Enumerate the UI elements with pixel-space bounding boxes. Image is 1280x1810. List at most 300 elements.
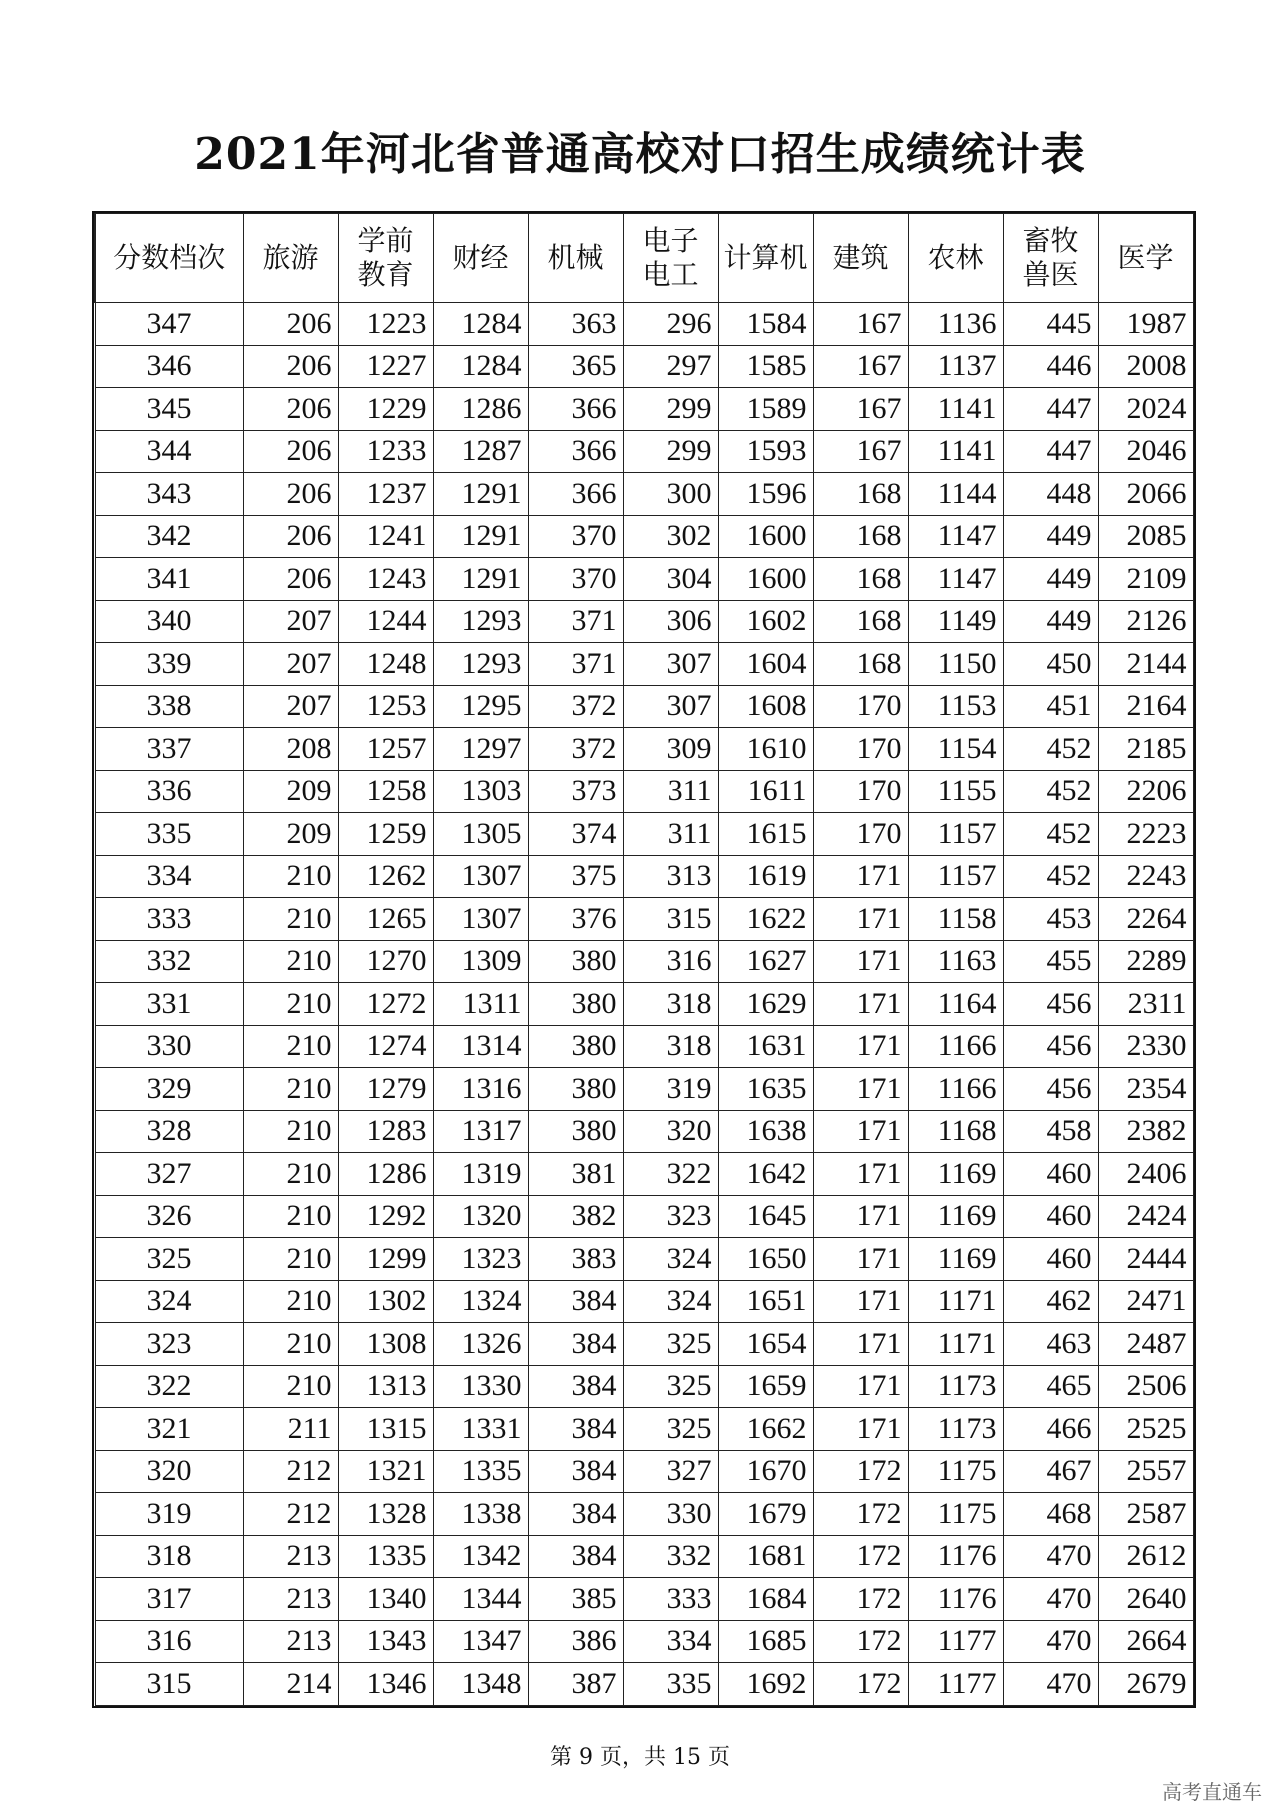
count-cell: 452: [1003, 813, 1098, 856]
count-cell: 446: [1003, 345, 1098, 388]
count-cell: 2046: [1098, 430, 1193, 473]
count-cell: 1659: [718, 1365, 813, 1408]
count-cell: 206: [243, 473, 338, 516]
score-cell: 330: [95, 1025, 243, 1068]
count-cell: 1136: [908, 303, 1003, 346]
count-cell: 171: [813, 1110, 908, 1153]
count-cell: 1685: [718, 1620, 813, 1663]
count-cell: 1257: [338, 728, 433, 771]
count-cell: 2506: [1098, 1365, 1193, 1408]
count-cell: 2612: [1098, 1535, 1193, 1578]
count-cell: 172: [813, 1493, 908, 1536]
count-cell: 456: [1003, 1025, 1098, 1068]
count-cell: 2264: [1098, 898, 1193, 941]
count-cell: 306: [623, 600, 718, 643]
count-cell: 210: [243, 940, 338, 983]
count-cell: 1305: [433, 813, 528, 856]
count-cell: 1313: [338, 1365, 433, 1408]
score-cell: 325: [95, 1238, 243, 1281]
count-cell: 1611: [718, 770, 813, 813]
count-cell: 384: [528, 1408, 623, 1451]
column-header: [908, 214, 1003, 303]
count-cell: 172: [813, 1450, 908, 1493]
count-cell: 384: [528, 1493, 623, 1536]
count-cell: 1314: [433, 1025, 528, 1068]
score-cell: 333: [95, 898, 243, 941]
score-cell: 334: [95, 855, 243, 898]
count-cell: 366: [528, 388, 623, 431]
count-cell: 206: [243, 430, 338, 473]
count-cell: 2206: [1098, 770, 1193, 813]
score-cell: 324: [95, 1280, 243, 1323]
count-cell: 2144: [1098, 643, 1193, 686]
table-row: [95, 1450, 1193, 1493]
count-cell: 1324: [433, 1280, 528, 1323]
count-cell: 374: [528, 813, 623, 856]
count-cell: 455: [1003, 940, 1098, 983]
count-cell: 1149: [908, 600, 1003, 643]
count-cell: 2066: [1098, 473, 1193, 516]
table-row: [95, 1025, 1193, 1068]
count-cell: 299: [623, 388, 718, 431]
count-cell: 1173: [908, 1365, 1003, 1408]
count-cell: 323: [623, 1195, 718, 1238]
count-cell: 1596: [718, 473, 813, 516]
score-cell: 316: [95, 1620, 243, 1663]
count-cell: 1153: [908, 685, 1003, 728]
count-cell: 387: [528, 1663, 623, 1706]
count-cell: 325: [623, 1365, 718, 1408]
count-cell: 449: [1003, 558, 1098, 601]
count-cell: 320: [623, 1110, 718, 1153]
score-cell: 332: [95, 940, 243, 983]
count-cell: 1144: [908, 473, 1003, 516]
count-cell: 460: [1003, 1153, 1098, 1196]
count-cell: 1259: [338, 813, 433, 856]
count-cell: 1593: [718, 430, 813, 473]
count-cell: 210: [243, 1238, 338, 1281]
count-cell: 296: [623, 303, 718, 346]
count-cell: 1344: [433, 1578, 528, 1621]
count-cell: 170: [813, 770, 908, 813]
count-cell: 1335: [338, 1535, 433, 1578]
table-row: [95, 1493, 1193, 1536]
count-cell: 373: [528, 770, 623, 813]
count-cell: 171: [813, 1323, 908, 1366]
count-cell: 171: [813, 1068, 908, 1111]
count-cell: 172: [813, 1578, 908, 1621]
count-cell: 1176: [908, 1535, 1003, 1578]
score-cell: 328: [95, 1110, 243, 1153]
table-row: [95, 1068, 1193, 1111]
count-cell: 324: [623, 1280, 718, 1323]
column-header-text: 兽医: [1022, 258, 1079, 291]
table-row: [95, 1195, 1193, 1238]
count-cell: 465: [1003, 1365, 1098, 1408]
table-row: [95, 940, 1193, 983]
count-cell: 315: [623, 898, 718, 941]
count-cell: 307: [623, 643, 718, 686]
count-cell: 2243: [1098, 855, 1193, 898]
count-cell: 1604: [718, 643, 813, 686]
count-cell: 470: [1003, 1663, 1098, 1706]
column-header-text: 学前: [357, 224, 414, 257]
count-cell: 1627: [718, 940, 813, 983]
column-header-text: 电子: [642, 224, 699, 257]
count-cell: 168: [813, 643, 908, 686]
count-cell: 1175: [908, 1450, 1003, 1493]
column-header-text: 建筑: [832, 241, 889, 274]
count-cell: 456: [1003, 1068, 1098, 1111]
column-header: [95, 214, 243, 303]
column-header-text: 畜牧: [1022, 224, 1079, 257]
count-cell: 380: [528, 1110, 623, 1153]
count-cell: 172: [813, 1620, 908, 1663]
count-cell: 318: [623, 983, 718, 1026]
count-cell: 1987: [1098, 303, 1193, 346]
count-cell: 213: [243, 1620, 338, 1663]
count-cell: 299: [623, 430, 718, 473]
table-row: [95, 898, 1193, 941]
count-cell: 168: [813, 558, 908, 601]
count-cell: 171: [813, 855, 908, 898]
column-header: [623, 214, 718, 303]
count-cell: 1168: [908, 1110, 1003, 1153]
count-cell: 206: [243, 515, 338, 558]
score-cell: 327: [95, 1153, 243, 1196]
count-cell: 210: [243, 1280, 338, 1323]
count-cell: 318: [623, 1025, 718, 1068]
column-header-text: 医学: [1117, 241, 1174, 274]
count-cell: 470: [1003, 1535, 1098, 1578]
count-cell: 1169: [908, 1153, 1003, 1196]
count-cell: 210: [243, 1068, 338, 1111]
count-cell: 463: [1003, 1323, 1098, 1366]
count-cell: 1176: [908, 1578, 1003, 1621]
count-cell: 460: [1003, 1238, 1098, 1281]
column-header-text: 旅游: [262, 241, 319, 274]
count-cell: 311: [623, 813, 718, 856]
count-cell: 332: [623, 1535, 718, 1578]
count-cell: 2664: [1098, 1620, 1193, 1663]
count-cell: 445: [1003, 303, 1098, 346]
column-header-text: 财经: [452, 241, 509, 274]
count-cell: 1662: [718, 1408, 813, 1451]
table-row: [95, 1578, 1193, 1621]
count-cell: 456: [1003, 983, 1098, 1026]
count-cell: 2185: [1098, 728, 1193, 771]
count-cell: 1622: [718, 898, 813, 941]
count-cell: 449: [1003, 600, 1098, 643]
count-cell: 1317: [433, 1110, 528, 1153]
count-cell: 2024: [1098, 388, 1193, 431]
count-cell: 1169: [908, 1195, 1003, 1238]
count-cell: 1331: [433, 1408, 528, 1451]
table-row: [95, 1110, 1193, 1153]
count-cell: 381: [528, 1153, 623, 1196]
count-cell: 209: [243, 770, 338, 813]
count-cell: 1284: [433, 345, 528, 388]
count-cell: 380: [528, 1068, 623, 1111]
count-cell: 171: [813, 1280, 908, 1323]
table-row: [95, 1238, 1193, 1281]
score-cell: 321: [95, 1408, 243, 1451]
table-row: [95, 600, 1193, 643]
count-cell: 210: [243, 1025, 338, 1068]
count-cell: 383: [528, 1238, 623, 1281]
count-cell: 1295: [433, 685, 528, 728]
count-cell: 168: [813, 600, 908, 643]
count-cell: 1600: [718, 515, 813, 558]
table-row: [95, 1323, 1193, 1366]
count-cell: 171: [813, 1238, 908, 1281]
score-cell: 322: [95, 1365, 243, 1408]
count-cell: 1645: [718, 1195, 813, 1238]
table-row: [95, 813, 1193, 856]
count-cell: 2444: [1098, 1238, 1193, 1281]
count-cell: 2471: [1098, 1280, 1193, 1323]
count-cell: 470: [1003, 1620, 1098, 1663]
count-cell: 386: [528, 1620, 623, 1663]
count-cell: 1283: [338, 1110, 433, 1153]
count-cell: 210: [243, 983, 338, 1026]
count-cell: 1279: [338, 1068, 433, 1111]
score-cell: 320: [95, 1450, 243, 1493]
column-header-text: 教育: [357, 258, 414, 291]
count-cell: 380: [528, 983, 623, 1026]
count-cell: 1600: [718, 558, 813, 601]
count-cell: 371: [528, 643, 623, 686]
score-cell: 339: [95, 643, 243, 686]
count-cell: 1692: [718, 1663, 813, 1706]
count-cell: 319: [623, 1068, 718, 1111]
score-cell: 326: [95, 1195, 243, 1238]
count-cell: 448: [1003, 473, 1098, 516]
count-cell: 380: [528, 940, 623, 983]
count-cell: 1340: [338, 1578, 433, 1621]
count-cell: 170: [813, 813, 908, 856]
count-cell: 1229: [338, 388, 433, 431]
table-row: [95, 855, 1193, 898]
count-cell: 1150: [908, 643, 1003, 686]
count-cell: 167: [813, 303, 908, 346]
count-cell: 307: [623, 685, 718, 728]
count-cell: 467: [1003, 1450, 1098, 1493]
count-cell: 1326: [433, 1323, 528, 1366]
count-cell: 375: [528, 855, 623, 898]
count-cell: 2424: [1098, 1195, 1193, 1238]
count-cell: 1141: [908, 430, 1003, 473]
count-cell: 452: [1003, 728, 1098, 771]
count-cell: 208: [243, 728, 338, 771]
count-cell: 313: [623, 855, 718, 898]
count-cell: 304: [623, 558, 718, 601]
column-header: [1003, 214, 1098, 303]
count-cell: 1631: [718, 1025, 813, 1068]
score-cell: 317: [95, 1578, 243, 1621]
count-cell: 1684: [718, 1578, 813, 1621]
score-cell: 323: [95, 1323, 243, 1366]
table-header: [95, 214, 1193, 303]
count-cell: 1335: [433, 1450, 528, 1493]
count-cell: 1292: [338, 1195, 433, 1238]
count-cell: 214: [243, 1663, 338, 1706]
count-cell: 1297: [433, 728, 528, 771]
score-cell: 315: [95, 1663, 243, 1706]
count-cell: 382: [528, 1195, 623, 1238]
count-cell: 2164: [1098, 685, 1193, 728]
count-cell: 206: [243, 303, 338, 346]
count-cell: 366: [528, 473, 623, 516]
count-cell: 322: [623, 1153, 718, 1196]
column-header: [528, 214, 623, 303]
count-cell: 330: [623, 1493, 718, 1536]
count-cell: 1679: [718, 1493, 813, 1536]
count-cell: 1330: [433, 1365, 528, 1408]
count-cell: 1307: [433, 855, 528, 898]
count-cell: 384: [528, 1450, 623, 1493]
count-cell: 384: [528, 1535, 623, 1578]
count-cell: 2085: [1098, 515, 1193, 558]
count-cell: 210: [243, 855, 338, 898]
count-cell: 1286: [433, 388, 528, 431]
table-row: [95, 643, 1193, 686]
count-cell: 460: [1003, 1195, 1098, 1238]
score-cell: 344: [95, 430, 243, 473]
count-cell: 297: [623, 345, 718, 388]
count-cell: 462: [1003, 1280, 1098, 1323]
count-cell: 210: [243, 1195, 338, 1238]
count-cell: 1291: [433, 515, 528, 558]
count-cell: 1291: [433, 558, 528, 601]
count-cell: 1293: [433, 643, 528, 686]
count-cell: 1293: [433, 600, 528, 643]
count-cell: 458: [1003, 1110, 1098, 1153]
count-cell: 371: [528, 600, 623, 643]
score-cell: 346: [95, 345, 243, 388]
score-cell: 338: [95, 685, 243, 728]
count-cell: 1650: [718, 1238, 813, 1281]
count-cell: 206: [243, 388, 338, 431]
count-cell: 168: [813, 473, 908, 516]
count-cell: 213: [243, 1535, 338, 1578]
count-cell: 1287: [433, 430, 528, 473]
count-cell: 2557: [1098, 1450, 1193, 1493]
count-cell: 1308: [338, 1323, 433, 1366]
count-cell: 1248: [338, 643, 433, 686]
count-cell: 2382: [1098, 1110, 1193, 1153]
count-cell: 447: [1003, 388, 1098, 431]
table-body: [95, 303, 1193, 1706]
count-cell: 168: [813, 515, 908, 558]
count-cell: 2354: [1098, 1068, 1193, 1111]
count-cell: 171: [813, 1025, 908, 1068]
count-cell: 1316: [433, 1068, 528, 1111]
count-cell: 172: [813, 1663, 908, 1706]
score-cell: 337: [95, 728, 243, 771]
header-row: [95, 214, 1193, 303]
count-cell: 1147: [908, 558, 1003, 601]
count-cell: 450: [1003, 643, 1098, 686]
count-cell: 1342: [433, 1535, 528, 1578]
count-cell: 1608: [718, 685, 813, 728]
count-cell: 449: [1003, 515, 1098, 558]
count-cell: 1177: [908, 1663, 1003, 1706]
score-cell: 329: [95, 1068, 243, 1111]
count-cell: 1244: [338, 600, 433, 643]
count-cell: 1589: [718, 388, 813, 431]
column-header: [338, 214, 433, 303]
table-row: [95, 1408, 1193, 1451]
column-header-text: 分数档次: [113, 241, 226, 274]
count-cell: 365: [528, 345, 623, 388]
count-cell: 1323: [433, 1238, 528, 1281]
count-cell: 1265: [338, 898, 433, 941]
page-footer: 第 9 页，共 15 页: [550, 1745, 730, 1770]
score-cell: 345: [95, 388, 243, 431]
column-header: [718, 214, 813, 303]
count-cell: 370: [528, 558, 623, 601]
score-cell: 347: [95, 303, 243, 346]
count-cell: 1158: [908, 898, 1003, 941]
table-row: [95, 345, 1193, 388]
count-cell: 451: [1003, 685, 1098, 728]
count-cell: 1164: [908, 983, 1003, 1026]
column-header-text: 计算机: [723, 241, 808, 274]
count-cell: 1258: [338, 770, 433, 813]
count-cell: 1286: [338, 1153, 433, 1196]
count-cell: 468: [1003, 1493, 1098, 1536]
count-cell: 1615: [718, 813, 813, 856]
column-header: [813, 214, 908, 303]
count-cell: 171: [813, 983, 908, 1026]
count-cell: 1610: [718, 728, 813, 771]
count-cell: 372: [528, 728, 623, 771]
count-cell: 1584: [718, 303, 813, 346]
count-cell: 1319: [433, 1153, 528, 1196]
count-cell: 1147: [908, 515, 1003, 558]
column-header-text: 机械: [547, 241, 604, 274]
count-cell: 1642: [718, 1153, 813, 1196]
count-cell: 171: [813, 940, 908, 983]
count-cell: 213: [243, 1578, 338, 1621]
score-cell: 319: [95, 1493, 243, 1536]
count-cell: 466: [1003, 1408, 1098, 1451]
count-cell: 1227: [338, 345, 433, 388]
count-cell: 1155: [908, 770, 1003, 813]
count-cell: 311: [623, 770, 718, 813]
count-cell: 210: [243, 1365, 338, 1408]
count-cell: 363: [528, 303, 623, 346]
score-cell: 331: [95, 983, 243, 1026]
count-cell: 325: [623, 1408, 718, 1451]
page-title: 2021年河北省普通高校对口招生成绩统计表: [194, 129, 1086, 180]
count-cell: 2008: [1098, 345, 1193, 388]
count-cell: 335: [623, 1663, 718, 1706]
count-cell: 1137: [908, 345, 1003, 388]
count-cell: 370: [528, 515, 623, 558]
count-cell: 1237: [338, 473, 433, 516]
count-cell: 1253: [338, 685, 433, 728]
count-cell: 452: [1003, 770, 1098, 813]
count-cell: 1157: [908, 855, 1003, 898]
count-cell: 300: [623, 473, 718, 516]
count-cell: 1274: [338, 1025, 433, 1068]
count-cell: 1154: [908, 728, 1003, 771]
count-cell: 372: [528, 685, 623, 728]
table-row: [95, 1280, 1193, 1323]
count-cell: 1635: [718, 1068, 813, 1111]
